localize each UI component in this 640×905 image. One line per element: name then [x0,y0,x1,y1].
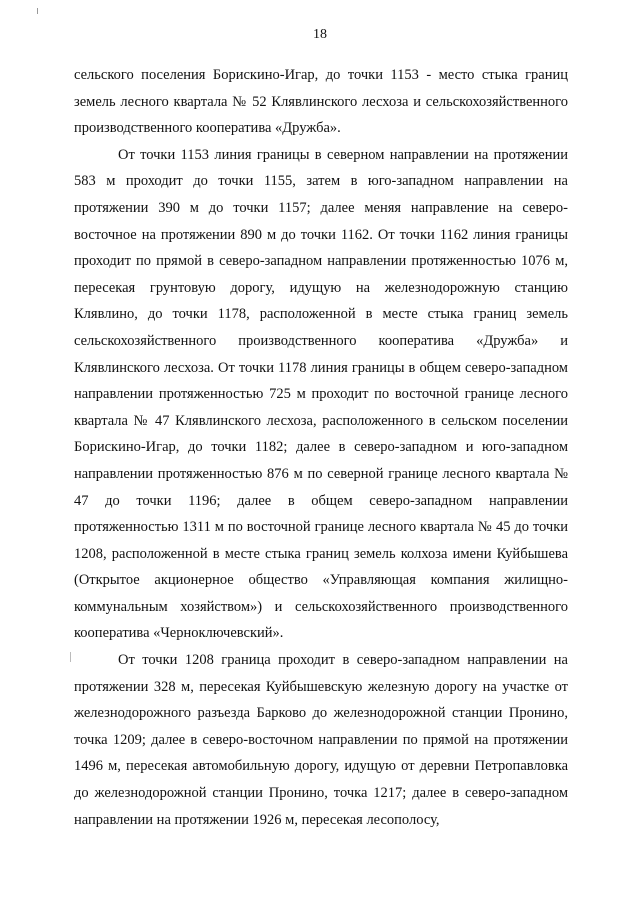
text-line: проходит по прямой в северо-западном направлении протяженностью 1076 [74,253,551,270]
text-line: протяжении 328 м, пересекая Куйбышевскую железную дорогу на участке от [74,678,568,695]
text-line: северо-западном направлении на протяжении 1926 м, пересекая лесополосу, [74,785,568,828]
text-line: Клявлинского лесхоза. От точки 1178 линия границы в общем северо- [74,359,511,376]
text-line: От точки 1153 линия границы в северном направлении на протяжении [118,146,568,163]
text-line: Клявлино, до точки 1178, расположенной в месте стыка границ земель [74,306,568,323]
text-line: восточное на протяжении 890 м до точки 1162. От точки 1162 линия границы [74,226,568,243]
text-line: лесного квартала № 47 до точки 1196; далее в общем северо-западном [74,465,569,509]
text-line: земель лесного квартала № 52 Клявлинского лесхоза и [74,93,421,110]
text-line: сельскохозяйственного производственного кооператива «Дружба» и [74,332,568,349]
text-line: компания жилищно-коммунальным хозяйством») и сельскохозяйственного [74,572,568,615]
paragraph-1 [74,62,568,142]
text-line: сельскохозяйственного производственного кооператива «Дружба». [74,93,569,137]
text-line: точка 1209; далее в северо-восточном направлении по прямой на протяжении [74,731,568,748]
text-line: № 45 до точки 1208, расположенной в месте стыка границ земель колхоза [74,519,569,562]
paragraph-2 [74,142,568,647]
text-line: 583 м проходит до точки 1155, затем в юго-западном направлении на [74,173,568,190]
text-line: Петропавловка до железнодорожной станции Пронино, точка 1217; далее в [74,758,569,802]
text-line: От точки 1208 граница проходит в северо-западном направлении на [118,652,568,669]
text-line: направлении протяженностью 1311 м по восточной границе лесного квартала [74,492,568,536]
text-line: сельского поселения Борискино-Игар, до точки 1153 - место стыка границ [74,67,568,83]
paragraph-3 [74,647,568,833]
text-line: производственного кооператива «Черноключевский». [74,598,569,642]
scan-mark [70,652,71,662]
text-line: границе лесного квартала № 47 Клявлинского лесхоза, расположенного в [74,386,568,429]
text-line: сельском поселении Борискино-Игар, до точки 1182; далее в северо-западном [74,412,568,456]
text-line: 1496 м, пересекая автомобильную дорогу, идущую от деревни [74,758,470,775]
document-body [74,62,568,833]
text-line: протяжении 390 м до точки 1157; далее меняя направление на северо- [74,199,568,216]
text-line: западном направлении протяженностью 725 м проходит по восточной [74,359,568,403]
text-line: железнодорожного разъезда Барково до железнодорожной станции Пронино, [74,705,568,722]
text-line: имени Куйбышева (Открытое акционерное общество «Управляющая [74,545,569,589]
text-line: и юго-западном направлении протяженностью 876 м по северной границе [74,439,568,482]
text-line: м, пересекая грунтовую дорогу, идущую на железнодорожную станцию [74,253,568,296]
page-number: 18 [313,27,327,42]
scan-mark [37,8,38,14]
